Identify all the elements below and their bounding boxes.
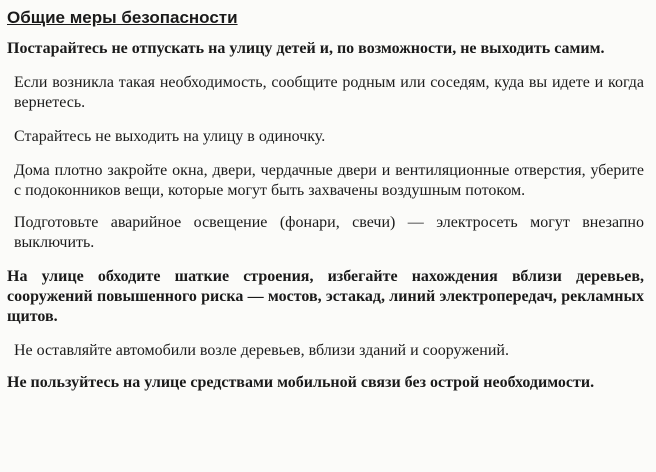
paragraph-close-windows: Дома плотно закройте окна, двери, чердачные двери и вентиляционные отверстия, уберите с подоконников вещи, которые могут быть захвачены воздушным потоком. [14,162,644,199]
paragraph-emergency-lighting: Подготовьте аварийное освещение (фонари, свечи) — электросеть могут внезапно выключить. [14,214,644,251]
paragraph-mobile-phones: Не пользуйтесь на улице средствами мобильной связи без острой необходимости. [7,374,595,391]
paragraph-avoid-structures: На улице обходите шаткие строения, избегайте нахождения вблизи деревьев, сооружений повышенного риска — мостов, эстакад, линий электропередач, рекламных щитов. [7,268,644,325]
paragraph-cars: Не оставляйте автомобили возле деревьев, вблизи зданий и сооружений. [14,342,509,359]
paragraph-inform-relatives: Если возникла такая необходимость, сообщите родным или соседям, куда вы идете и когда вернетесь. [14,74,644,111]
paragraph-not-alone: Старайтесь не выходить на улицу в одиночку. [14,128,326,145]
paragraph-children-safety: Постарайтесь не отпускать на улицу детей и, по возможности, не выходить самим. [7,40,605,57]
document-title: Общие меры безопасности [7,8,238,27]
